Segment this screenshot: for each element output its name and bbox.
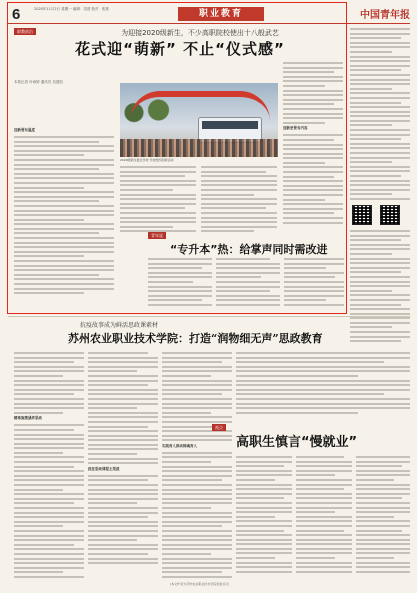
sidebar-headline[interactable]: “专升本”热：给掌声同时需改进 (170, 243, 328, 256)
feature-subtitle-1: 迎新要有温度 (14, 128, 35, 132)
feature-tag: 职教前沿 (14, 28, 36, 35)
sidebar-tag: 青年说 (148, 232, 166, 239)
feature-photo (120, 83, 278, 157)
right-column-lower (350, 230, 410, 350)
feature-column-3 (201, 166, 277, 238)
right-edge-column (350, 28, 410, 203)
qr-code-icon (352, 205, 372, 225)
masthead (8, 6, 412, 22)
feature-column-4 (283, 62, 343, 232)
section-divider (8, 316, 410, 317)
photo-caption: 2020级新生抵达学校 学校组织迎新活动 (120, 158, 174, 162)
bottom-right-headline[interactable]: 高职生慎言“慢就业” (236, 435, 358, 450)
lower-section-a: 精准施策涵养思政 (14, 416, 42, 421)
lower-section-b: 抓住思政课程主渠道 (88, 466, 120, 471)
feature-headline[interactable]: 花式迎“萌新” 不止“仪式感” (75, 40, 285, 58)
feature-subhead: 为迎接2020级新生，不少高职院校使出十八般武艺 (121, 29, 279, 37)
bottom-right-column-3 (356, 456, 410, 578)
article-footer: (本文作者为苏州农业职业技术学院党委书记) (170, 582, 230, 586)
lower-column-1 (14, 352, 84, 580)
sidebar-column-3 (284, 258, 344, 312)
lower-subhead: 抗疫故事成为鲜活思政课素材 (80, 322, 159, 329)
lower-column-3 (162, 352, 232, 580)
feature-byline: 本报记者 叶雨婷 通讯员 吴建凯 (14, 80, 63, 84)
sidebar-column-1 (148, 258, 212, 312)
newspaper-logo: 中国青年报 (360, 10, 410, 21)
lower-headline[interactable]: 苏州农业职业技术学院：打造“润物细无声”思政教育 (68, 332, 323, 345)
bottom-right-column-2 (296, 456, 352, 578)
mid-right-column (236, 352, 410, 418)
sidebar-column-2 (216, 258, 280, 312)
feature-column-2 (120, 166, 196, 238)
masthead-rule (8, 23, 410, 24)
feature-subtitle-2: 迎新更要有内容 (283, 126, 308, 131)
feature-column-1 (14, 88, 114, 308)
issue-meta: 2020年11月2日 星期一 编辑：栾建 校对：张燕 (34, 7, 109, 11)
bottom-right-tag: 视点 (212, 424, 226, 431)
lower-section-c: 实践育人推动铸魂育人 (162, 443, 197, 448)
lower-column-2 (88, 352, 158, 580)
qr-code-icon (380, 205, 400, 225)
section-title: 职业教育 (178, 7, 264, 21)
page-number: 6 (12, 6, 21, 23)
bottom-right-column-1 (236, 456, 292, 578)
